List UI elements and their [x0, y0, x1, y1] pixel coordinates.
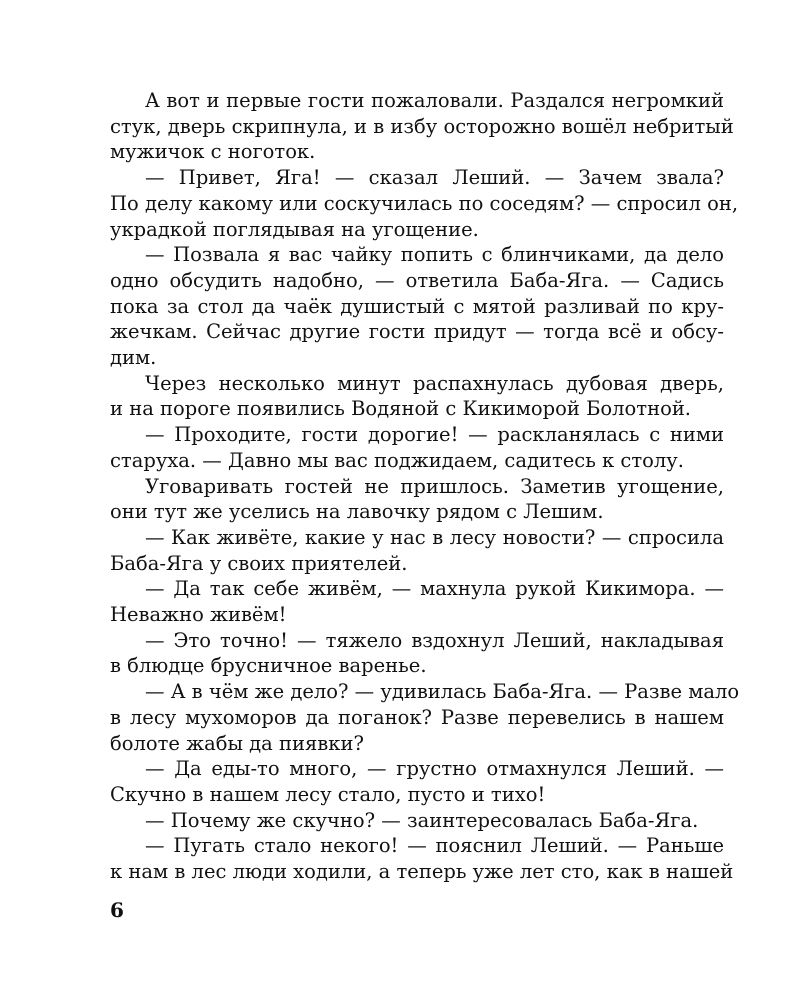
- text-line: украдкой поглядывая на угощение.: [110, 217, 479, 241]
- text-line: и на пороге появились Водяной с Кикиморой Болотной.: [110, 397, 692, 421]
- text-line: — Это точно! — тяжело вздохнул Леший, накладывая: [145, 628, 724, 652]
- text-line: — А в чём же дело? — удивилась Баба-Яга. — Разве мало: [145, 680, 740, 704]
- book-page: [110, 88, 740, 988]
- text-line: Неважно живём!: [110, 603, 287, 626]
- text-line: — Да еды-то много, — грустно отмахнулся Леший. —: [145, 757, 724, 781]
- page-number: 6: [110, 898, 124, 922]
- text-line: — Проходите, гости дорогие! — раскланялась с ними: [145, 423, 724, 447]
- text-line: А вот и первые гости пожаловали. Раздался негромкий: [145, 89, 724, 112]
- text-line: жечкам. Сейчас другие гости придут — тогда всё и обсу-: [110, 320, 724, 344]
- text-line: болоте жабы да пиявки?: [110, 731, 364, 755]
- text-line: одно обсудить надобно, — ответила Баба-Яга. — Садись: [110, 268, 724, 292]
- text-line: Через несколько минут распахнулась дубовая дверь,: [145, 371, 724, 395]
- text-line: — Позвала я вас чайку попить с блинчиками, да дело: [145, 243, 724, 267]
- text-line: дим.: [110, 346, 157, 369]
- text-line: — Как живёте, какие у нас в лесу новости? — спросила: [145, 525, 724, 549]
- text-line: Уговаривать гостей не пришлось. Заметив угощение,: [145, 474, 724, 498]
- text-line: — Да так себе живём, — махнула рукой Кикимора. —: [145, 577, 724, 601]
- text-line: в лесу мухоморов да поганок? Разве перевелись в нашем: [110, 705, 724, 729]
- text-line: По делу какому или соскучилась по соседям? — спросил он,: [110, 191, 739, 215]
- text-line: старуха. — Давно мы вас поджидаем, садитесь к столу.: [110, 448, 684, 472]
- text-line: Баба-Яга у своих приятелей.: [110, 551, 408, 575]
- text-line: — Пугать стало некого! — пояснил Леший. — Раньше: [145, 834, 724, 858]
- text-line: они тут же уселись на лавочку рядом с Лешим.: [110, 500, 604, 524]
- text-line: — Почему же скучно? — заинтересовалась Баба-Яга.: [145, 808, 699, 832]
- text-line: пока за стол да чаёк душистый с мятой разливай по кру-: [110, 294, 724, 318]
- text-line: Скучно в нашем лесу стало, пусто и тихо!: [110, 782, 546, 806]
- text-line: к нам в лес люди ходили, а теперь уже лет сто, как в нашей: [110, 860, 734, 883]
- text-line: — Привет, Яга! — сказал Леший. — Зачем звала?: [145, 166, 724, 190]
- text-line: стук, дверь скрипнула, и в избу осторожно вошёл небритый: [110, 114, 734, 138]
- text-line: в блюдце брусничное варенье.: [110, 654, 427, 678]
- text-line: мужичок с ноготок.: [110, 140, 316, 164]
